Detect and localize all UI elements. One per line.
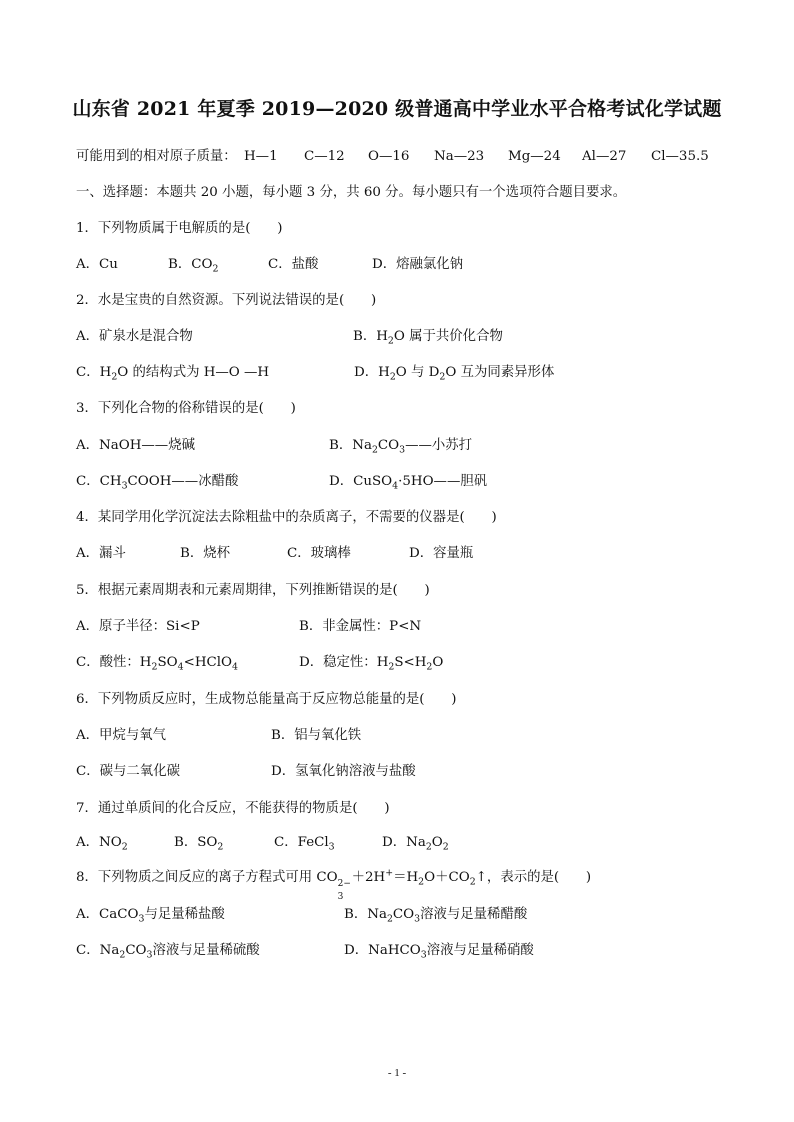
question-8-options-row1 [76,906,716,924]
q5-option-c: C．酸性：$H_2SO_4<HClO_4$ [76,655,238,673]
q3-option-a: A．NaOH——烧碱 [76,438,195,453]
question-2-stem: 2．水是宝贵的自然资源。下列说法错误的是( ) [76,293,377,308]
question-3-options-row1 [76,437,716,455]
masses-label: 可能用到的相对原子质量： [76,149,237,164]
q8-option-d: D．NaHCO$_3$溶液与足量稀硝酸 [344,943,534,961]
q8-option-b: B．$Na_2CO_3$溶液与足量稀醋酸 [344,907,528,925]
question-3-options-row2 [76,473,716,491]
question-3-stem: 3．下列化合物的俗称错误的是( ) [76,401,296,416]
q5-option-d: D．稳定性：$H_2S<H_2O$ [299,655,444,673]
q3-option-c: C．$CH_3COOH——$冰醋酸 [76,474,239,492]
mass-mg: Mg—24 [508,149,561,164]
q4-option-b: B．烧杯 [180,546,231,561]
q8-option-a: A．CaCO$_3$与足量稀盐酸 [76,907,225,925]
q2-option-c: C．$H_2O$ 的结构式为 H—O —H [76,365,270,383]
mass-al: Al—27 [582,149,627,164]
question-5-stem: 5．根据元素周期表和元素周期律，下列推断错误的是( ) [76,583,430,598]
question-4-options [76,545,716,563]
question-8-stem: 8．下列物质之间反应的离子方程式可用 CO 2− 3 $+2H^+=H_2O+CO_2↑$，表示的是( ) [76,867,592,902]
q1-option-c: C．盐酸 [268,257,319,272]
q5-option-b: B．非金属性：P<N [299,619,422,634]
q2-option-d: D．$H_2O$ 与 $D_2O$ 互为同素异形体 [354,365,555,383]
atomic-masses-line [76,148,726,166]
question-1-options [76,256,716,274]
question-7-options [76,834,716,852]
question-4-stem: 4．某同学用化学沉淀法去除粗盐中的杂质离子，不需要的仪器是( ) [76,510,497,525]
q4-option-c: C．玻璃棒 [287,546,351,561]
question-2-options-row1 [76,328,716,346]
q5-option-a: A．原子半径：Si<P [76,619,200,634]
question-8-options-row2 [76,942,716,960]
q1-option-a: A．Cu [76,257,118,272]
mass-h: H—1 [244,149,278,164]
q7-option-a: A．$NO_2$ [76,835,128,853]
q7-option-d: D．$Na_2O_2$ [382,835,449,853]
q1-option-b: B．$CO_2$ [168,257,219,275]
mass-cl: Cl—35.5 [651,149,709,164]
question-6-stem: 6．下列物质反应时，生成物总能量高于反应物总能量的是( ) [76,692,457,707]
question-5-options-row1 [76,618,716,636]
q3-option-b: B．$Na_2CO_3——$小苏打 [329,438,473,456]
q1-option-d: D．熔融氯化钠 [372,257,464,272]
q8-option-c: C．$Na_2CO_3$溶液与足量稀硫酸 [76,943,260,961]
question-5-options-row2 [76,654,716,672]
q2-option-a: A．矿泉水是混合物 [76,329,193,344]
q2-option-b: B．$H_2O$ 属于共价化合物 [353,329,503,347]
question-1-stem: 1．下列物质属于电解质的是( ) [76,221,283,236]
q4-option-a: A．漏斗 [76,546,126,561]
q7-option-b: B．$SO_2$ [174,835,224,853]
page-number: - 1 - [387,1067,407,1079]
mass-c: C—12 [304,149,345,164]
section-heading: 一、选择题：本题共 20 小题，每小题 3 分，共 60 分。每小题只有一个选项符合题目要求。 [76,185,627,200]
q4-option-d: D．容量瓶 [409,546,474,561]
q6-option-c: C．碳与二氧化碳 [76,764,180,779]
mass-o: O—16 [368,149,410,164]
q3-option-d: D．CuSO$_4$·5HO——胆矾 [329,474,488,492]
question-7-stem: 7．通过单质间的化合反应，不能获得的物质是( ) [76,801,390,816]
mass-na: Na—23 [434,149,485,164]
q6-option-a: A．甲烷与氧气 [76,728,167,743]
question-2-options-row2 [76,364,716,382]
q7-option-c: C．FeCl$_3$ [274,835,335,853]
question-6-options-row2 [76,763,716,781]
question-6-options-row1 [76,727,716,745]
page-title: 山东省 2021 年夏季 2019—2020 级普通高中学业水平合格考试化学试题 [72,98,722,120]
q6-option-d: D．氢氧化钠溶液与盐酸 [271,764,416,779]
q6-option-b: B．铝与氧化铁 [271,728,362,743]
